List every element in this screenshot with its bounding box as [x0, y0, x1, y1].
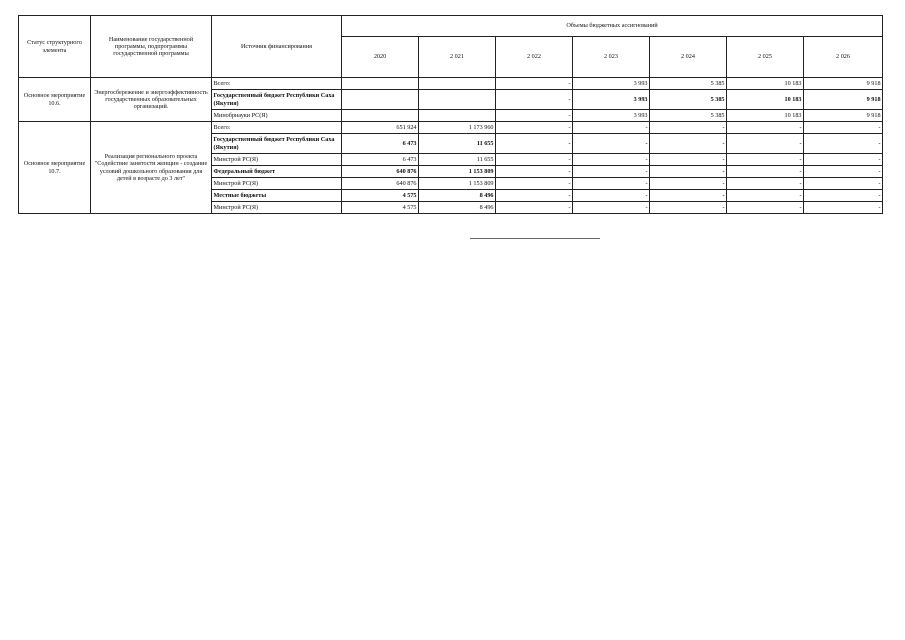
budget-value: -: [727, 134, 804, 154]
budget-value: -: [496, 178, 573, 190]
budget-value: -: [650, 166, 727, 178]
budget-value: 1 153 809: [419, 178, 496, 190]
footer-divider: [470, 238, 600, 239]
budget-value: 5 385: [650, 110, 727, 122]
budget-value: 8 496: [419, 202, 496, 214]
header-status: Статус структурного элемента: [19, 16, 91, 78]
budget-value: 651 924: [342, 122, 419, 134]
budget-value: -: [496, 90, 573, 110]
budget-value: -: [727, 202, 804, 214]
budget-value: -: [650, 122, 727, 134]
budget-value: -: [496, 134, 573, 154]
budget-value: -: [727, 190, 804, 202]
budget-value: 11 655: [419, 154, 496, 166]
budget-value: 9 918: [804, 110, 883, 122]
header-year: 2 022: [496, 37, 573, 78]
program-name: Реализация регионального проекта "Содействие занятости женщин - создание условий дошкольного образования для детей в возрасте до 3 лет": [91, 122, 212, 214]
budget-value: -: [804, 202, 883, 214]
budget-value: -: [496, 78, 573, 90]
budget-value: -: [496, 166, 573, 178]
budget-value: 10 183: [727, 90, 804, 110]
budget-value: -: [804, 178, 883, 190]
budget-value: 8 496: [419, 190, 496, 202]
header-budget-volumes: Объемы бюджетных ассигнований: [342, 16, 883, 37]
budget-value: -: [727, 166, 804, 178]
funding-source: Всего:: [212, 78, 342, 90]
budget-value: -: [496, 122, 573, 134]
budget-value: -: [804, 154, 883, 166]
funding-source: Минстрой РС(Я): [212, 178, 342, 190]
funding-source: Местные бюджеты: [212, 190, 342, 202]
table-row: [19, 122, 883, 134]
program-name: Энергосбережение и энергоэффективность государственных образовательных организаций.: [91, 78, 212, 122]
budget-value: [419, 78, 496, 90]
budget-value: -: [804, 166, 883, 178]
header-year: 2020: [342, 37, 419, 78]
table-body: [19, 78, 883, 214]
budget-value: -: [727, 178, 804, 190]
budget-value: -: [573, 202, 650, 214]
budget-value: [342, 78, 419, 90]
funding-source: Минобрнауки РС(Я): [212, 110, 342, 122]
budget-value: 640 876: [342, 178, 419, 190]
budget-value: 3 993: [573, 78, 650, 90]
budget-value: [419, 110, 496, 122]
budget-value: -: [496, 190, 573, 202]
budget-value: -: [650, 190, 727, 202]
budget-value: -: [804, 134, 883, 154]
header-year: 2 025: [727, 37, 804, 78]
budget-value: -: [727, 154, 804, 166]
budget-value: -: [727, 122, 804, 134]
budget-allocation-table: [18, 15, 883, 214]
funding-source: Минстрой РС(Я): [212, 154, 342, 166]
budget-value: 4 575: [342, 202, 419, 214]
header-funding-source: Источник финансирования: [212, 16, 342, 78]
header-year: 2 023: [573, 37, 650, 78]
table-row: [19, 78, 883, 90]
budget-value: 3 993: [573, 90, 650, 110]
header-row-top: [19, 16, 883, 37]
budget-value: 9 918: [804, 78, 883, 90]
header-year: 2 021: [419, 37, 496, 78]
budget-value: 1 153 809: [419, 166, 496, 178]
budget-value: -: [650, 154, 727, 166]
document-page: [18, 15, 882, 214]
budget-value: -: [573, 166, 650, 178]
budget-value: 4 575: [342, 190, 419, 202]
budget-value: [419, 90, 496, 110]
budget-value: -: [573, 190, 650, 202]
budget-value: -: [573, 134, 650, 154]
budget-value: 1 173 960: [419, 122, 496, 134]
budget-value: [342, 90, 419, 110]
budget-value: 5 385: [650, 90, 727, 110]
funding-source: Государственный бюджет Республики Саха (Якутия): [212, 90, 342, 110]
budget-value: -: [650, 202, 727, 214]
budget-value: 9 918: [804, 90, 883, 110]
budget-value: -: [650, 134, 727, 154]
header-year: 2 024: [650, 37, 727, 78]
header-program-name: Наименование государственной программы, подпрограммы государственной программы: [91, 16, 212, 78]
budget-value: -: [496, 154, 573, 166]
funding-source: Минстрой РС(Я): [212, 202, 342, 214]
budget-value: 11 655: [419, 134, 496, 154]
structural-element-status: Основное мероприятие 10.6.: [19, 78, 91, 122]
budget-value: -: [496, 110, 573, 122]
budget-value: 6 473: [342, 134, 419, 154]
budget-value: -: [804, 190, 883, 202]
budget-value: 640 876: [342, 166, 419, 178]
budget-value: 6 473: [342, 154, 419, 166]
budget-value: -: [496, 202, 573, 214]
budget-value: 10 183: [727, 78, 804, 90]
funding-source: Федеральный бюджет: [212, 166, 342, 178]
budget-value: [342, 110, 419, 122]
budget-value: -: [573, 154, 650, 166]
budget-value: 3 993: [573, 110, 650, 122]
budget-value: -: [804, 122, 883, 134]
header-year: 2 026: [804, 37, 883, 78]
budget-value: 10 183: [727, 110, 804, 122]
budget-value: -: [573, 122, 650, 134]
budget-value: -: [573, 178, 650, 190]
funding-source: Всего:: [212, 122, 342, 134]
budget-value: 5 385: [650, 78, 727, 90]
funding-source: Государственный бюджет Республики Саха (Якутия): [212, 134, 342, 154]
structural-element-status: Основное мероприятие 10.7.: [19, 122, 91, 214]
budget-value: -: [650, 178, 727, 190]
